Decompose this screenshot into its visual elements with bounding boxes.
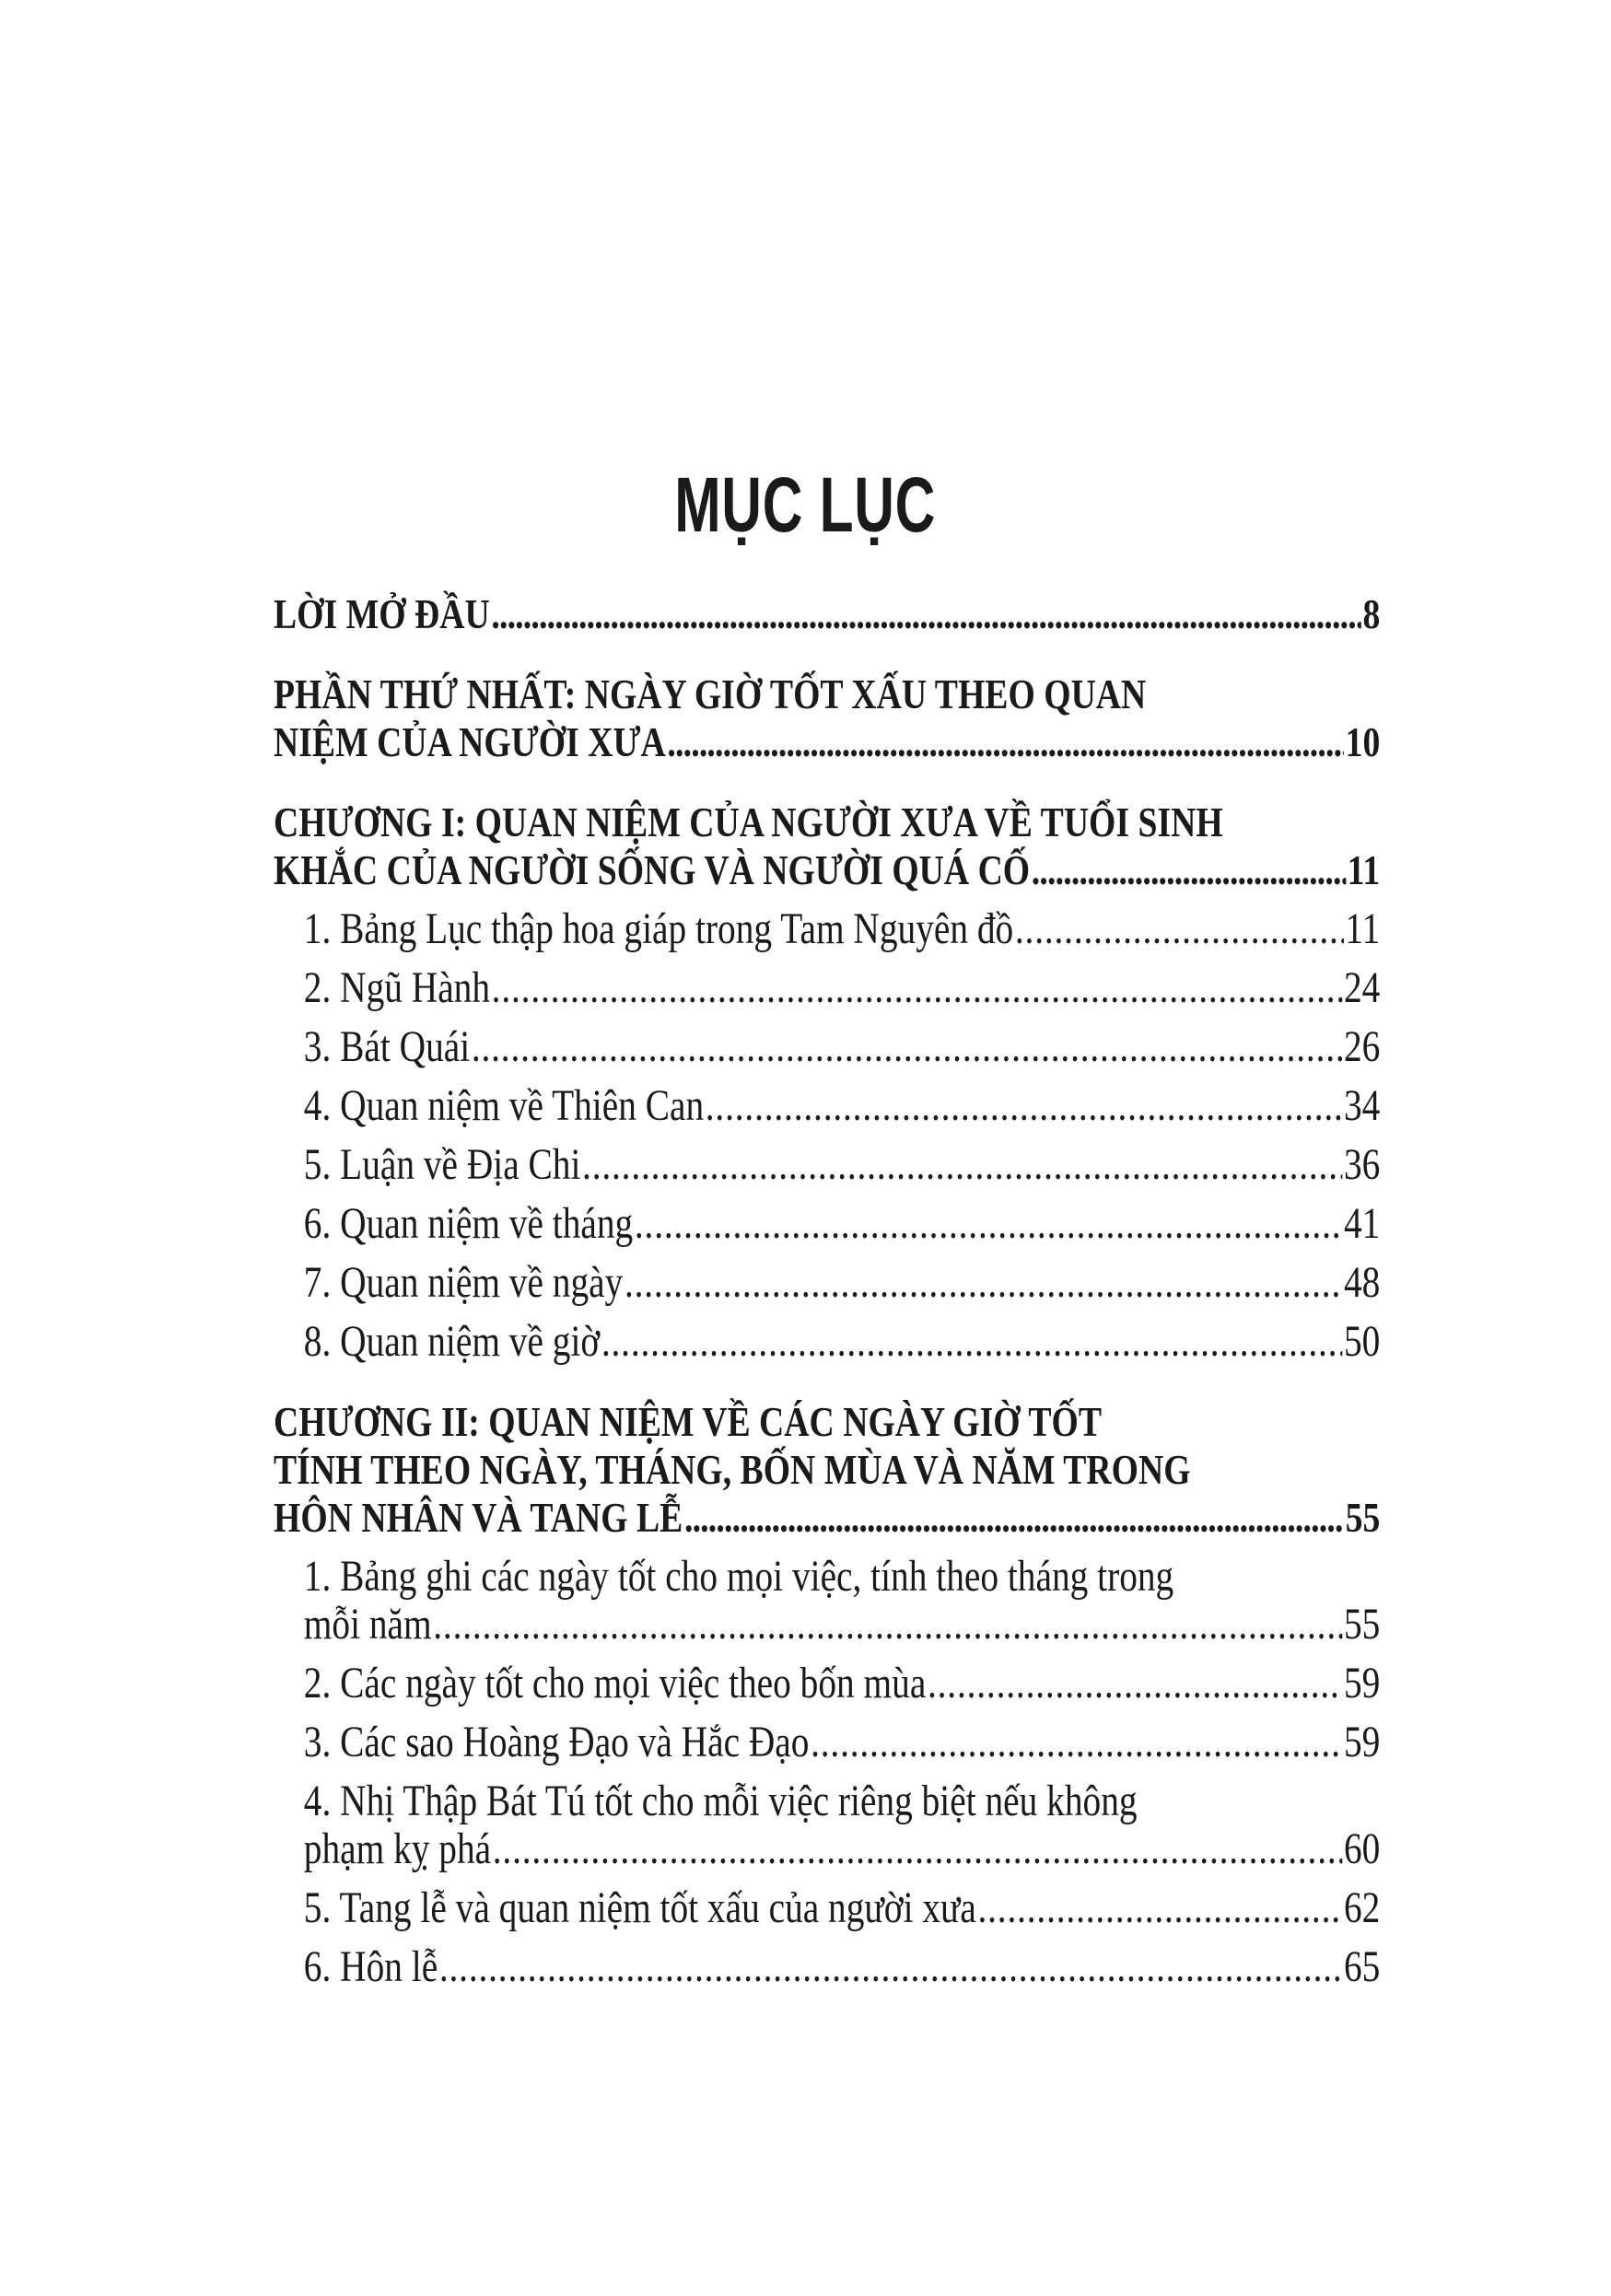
toc-entry-title: 6. Hôn lễ bbox=[303, 1942, 438, 1991]
toc-entry-title: 3. Bát Quái bbox=[303, 1022, 471, 1071]
toc-entry-line bbox=[274, 670, 1380, 718]
toc-entry-title: 8. Quan niệm về giờ bbox=[303, 1317, 601, 1366]
toc-entry-title: 1. Bảng Lục thập hoa giáp trong Tam Nguyên đồ bbox=[303, 904, 1014, 953]
toc-entry-line bbox=[274, 590, 1380, 638]
toc-page-number: 36 bbox=[1343, 1140, 1381, 1189]
toc-page-number: 10 bbox=[1345, 718, 1381, 765]
dot-leader bbox=[582, 1141, 1342, 1189]
toc-entry-title: PHẦN THỨ NHẤT: NGÀY GIỜ TỐT XẤU THEO QUAN bbox=[274, 670, 1147, 717]
toc-entry-title: mỗi năm bbox=[303, 1600, 432, 1649]
toc-entry-title: phạm kỵ phá bbox=[303, 1824, 492, 1873]
toc-entry-line bbox=[274, 798, 1380, 846]
toc-page-number: 11 bbox=[1347, 846, 1381, 893]
toc-heading-entry[interactable] bbox=[274, 590, 1380, 638]
toc-entry-title: KHẮC CỦA NGƯỜI SỐNG VÀ NGƯỜI QUÁ CỐ bbox=[274, 846, 1031, 893]
toc-entry[interactable] bbox=[274, 1943, 1380, 1991]
toc-heading-entry[interactable] bbox=[274, 670, 1380, 766]
toc-entry-line bbox=[274, 1446, 1380, 1494]
toc-entry[interactable] bbox=[274, 1200, 1380, 1248]
table-of-contents bbox=[274, 590, 1380, 1991]
toc-page-number: 48 bbox=[1343, 1258, 1381, 1307]
toc-entry-title: CHƯƠNG II: QUAN NIỆM VỀ CÁC NGÀY GIỜ TỐT bbox=[274, 1398, 1103, 1445]
toc-entry[interactable] bbox=[274, 964, 1380, 1012]
dot-leader bbox=[433, 1601, 1342, 1649]
toc-entry-line bbox=[304, 1023, 1381, 1071]
toc-entry-line bbox=[304, 1943, 1381, 1991]
toc-entry[interactable] bbox=[274, 1259, 1380, 1307]
toc-entry-line bbox=[304, 1825, 1381, 1873]
toc-entry-line bbox=[304, 1553, 1381, 1601]
toc-heading-entry[interactable] bbox=[274, 798, 1380, 894]
toc-entry[interactable] bbox=[274, 905, 1380, 953]
toc-entry[interactable] bbox=[274, 1719, 1380, 1766]
dot-leader bbox=[1032, 846, 1346, 894]
toc-entry-title: 5. Luận về Địa Chi bbox=[303, 1140, 581, 1189]
toc-page-number: 60 bbox=[1343, 1824, 1381, 1873]
toc-page-number: 55 bbox=[1343, 1600, 1381, 1649]
toc-page-number: 8 bbox=[1362, 590, 1381, 637]
toc-entry-title: 4. Quan niệm về Thiên Can bbox=[303, 1081, 705, 1130]
dot-leader bbox=[1015, 905, 1344, 953]
toc-entry-title: 6. Quan niệm về tháng bbox=[303, 1199, 634, 1248]
toc-entry-title: 2. Các ngày tốt cho mọi việc theo bốn mùa bbox=[303, 1659, 927, 1707]
toc-entry[interactable] bbox=[274, 1082, 1380, 1130]
toc-entry[interactable] bbox=[274, 1318, 1380, 1366]
toc-entry-line bbox=[304, 1884, 1381, 1932]
toc-entry-title: LỜI MỞ ĐẦU bbox=[274, 590, 490, 637]
toc-entry-line bbox=[304, 1777, 1381, 1825]
toc-entry-line bbox=[304, 964, 1381, 1012]
toc-page-number: 11 bbox=[1345, 904, 1381, 953]
toc-page-number: 41 bbox=[1343, 1199, 1381, 1248]
dot-leader bbox=[625, 1259, 1342, 1307]
toc-entry-title: NIỆM CỦA NGƯỜI XƯA bbox=[274, 718, 666, 765]
toc-entry-line bbox=[274, 1494, 1380, 1542]
dot-leader bbox=[667, 718, 1344, 766]
toc-entry-line bbox=[304, 1141, 1381, 1189]
dot-leader bbox=[472, 1023, 1342, 1071]
toc-entry-title: 5. Tang lễ và quan niệm tốt xấu của người xưa bbox=[303, 1883, 976, 1932]
toc-entry-line bbox=[274, 846, 1380, 894]
toc-entry-line bbox=[304, 1719, 1381, 1766]
toc-page-number: 59 bbox=[1343, 1718, 1381, 1766]
toc-entry-title: CHƯƠNG I: QUAN NIỆM CỦA NGƯỜI XƯA VỀ TUỔI SINH bbox=[274, 798, 1223, 845]
toc-entry-title: HÔN NHÂN VÀ TANG LỄ bbox=[274, 1494, 683, 1541]
toc-page-number: 59 bbox=[1343, 1659, 1381, 1707]
toc-heading-entry[interactable] bbox=[274, 1398, 1380, 1542]
toc-entry-line bbox=[274, 1398, 1380, 1446]
toc-page-number: 65 bbox=[1343, 1942, 1381, 1991]
toc-page-number: 55 bbox=[1345, 1494, 1381, 1541]
toc-entry[interactable] bbox=[274, 1023, 1380, 1071]
toc-entry-title: TÍNH THEO NGÀY, THÁNG, BỐN MÙA VÀ NĂM TRONG bbox=[274, 1446, 1191, 1493]
dot-leader bbox=[928, 1660, 1342, 1707]
toc-entry-title: 3. Các sao Hoàng Đạo và Hắc Đạo bbox=[303, 1718, 810, 1766]
page-title-text: MỤC LỤC bbox=[674, 461, 937, 548]
page-title bbox=[0, 460, 1611, 550]
dot-leader bbox=[493, 1825, 1343, 1873]
toc-entry-title: 7. Quan niệm về ngày bbox=[303, 1258, 624, 1307]
dot-leader bbox=[492, 964, 1343, 1012]
toc-page-number: 34 bbox=[1343, 1081, 1381, 1130]
toc-page-number: 62 bbox=[1343, 1883, 1381, 1932]
toc-entry[interactable] bbox=[274, 1553, 1380, 1649]
toc-entry[interactable] bbox=[274, 1141, 1380, 1189]
toc-entry[interactable] bbox=[274, 1777, 1380, 1873]
dot-leader bbox=[635, 1200, 1342, 1248]
toc-entry[interactable] bbox=[274, 1660, 1380, 1707]
toc-entry-line bbox=[274, 718, 1380, 766]
toc-entry-line bbox=[304, 1660, 1381, 1707]
dot-leader bbox=[684, 1494, 1344, 1542]
toc-entry[interactable] bbox=[274, 1884, 1380, 1932]
toc-page-number: 26 bbox=[1343, 1022, 1381, 1071]
toc-entry-line bbox=[304, 1601, 1381, 1649]
toc-entry-title: 4. Nhị Thập Bát Tú tốt cho mỗi việc riêng biệt nếu không bbox=[303, 1777, 1138, 1825]
dot-leader bbox=[977, 1884, 1342, 1932]
toc-entry-title: 2. Ngũ Hành bbox=[303, 963, 491, 1012]
dot-leader bbox=[439, 1943, 1342, 1991]
toc-page-number: 50 bbox=[1343, 1317, 1381, 1366]
dot-leader bbox=[706, 1082, 1343, 1130]
dot-leader bbox=[811, 1719, 1342, 1766]
toc-entry-line bbox=[304, 1259, 1381, 1307]
toc-entry-title: 1. Bảng ghi các ngày tốt cho mọi việc, tính theo tháng trong bbox=[303, 1552, 1174, 1601]
toc-entry-line bbox=[304, 1200, 1381, 1248]
dot-leader bbox=[491, 590, 1360, 638]
toc-entry-line bbox=[304, 1082, 1381, 1130]
toc-entry-line bbox=[304, 1318, 1381, 1366]
toc-page-number: 24 bbox=[1343, 963, 1381, 1012]
dot-leader bbox=[601, 1318, 1342, 1366]
toc-entry-line bbox=[304, 905, 1381, 953]
